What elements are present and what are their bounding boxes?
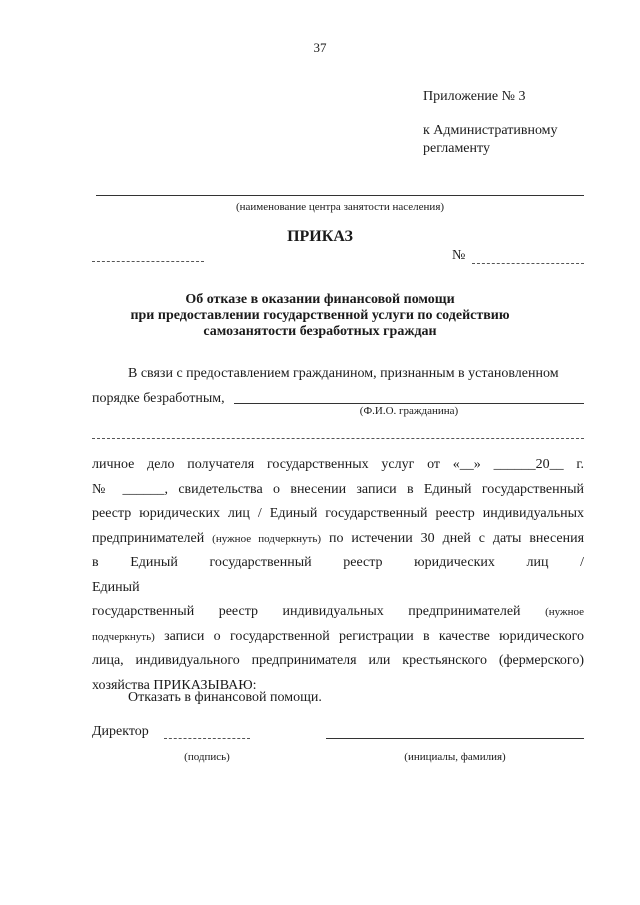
appendix-line-1: Приложение № 3 <box>423 89 526 104</box>
paragraph-line-3: реестр юридических лиц / Единый государственный реестр индивидуальных <box>92 506 584 521</box>
center-name-caption: (наименование центра занятости населения) <box>235 201 445 213</box>
signature-line <box>164 738 250 739</box>
paragraph-line-6: государственный реестр индивидуальных предпринимателей (нужное <box>92 604 584 619</box>
signatory-role: Директор <box>92 724 149 739</box>
appendix-line-2: к Административному <box>423 123 558 138</box>
citizen-continuation-line <box>92 438 584 439</box>
page-number: 37 <box>313 40 327 55</box>
name-line <box>326 738 584 739</box>
paragraph-line-9: хозяйства ПРИКАЗЫВАЮ: <box>92 677 257 693</box>
name-caption: (инициалы, фамилия) <box>404 751 506 763</box>
order-subject <box>0 292 640 340</box>
center-name-line <box>96 195 584 196</box>
decision-text: Отказать в финансовой помощи. <box>128 690 322 705</box>
paragraph-line-2: № ______, свидетельства о внесении записи в Единый государственный <box>92 481 584 497</box>
paragraph-line-5: в Единый государственный реестр юридических лиц / Единый <box>92 555 584 595</box>
subject-line-1: Об отказе в оказании финансовой помощи <box>185 292 455 307</box>
paragraph-line-7: подчеркнуть) записи о государственной регистрации в качестве юридического <box>92 628 585 644</box>
order-date-line <box>92 261 204 262</box>
order-number-line <box>472 263 584 264</box>
appendix-block <box>423 88 558 158</box>
subject-line-2: при предоставлении государственной услуги по содействию <box>130 308 510 323</box>
paragraph-line-8: лица, индивидуального предпринимателя или крестьянского (фермерского) <box>92 653 584 668</box>
signature-caption: (подпись) <box>184 751 230 763</box>
citizen-name-caption: (Ф.И.О. гражданина) <box>359 405 459 417</box>
subject-line-3: самозанятости безработных граждан <box>203 324 437 339</box>
intro-line-1: В связи с предоставлением гражданином, признанным в установленном <box>128 366 559 381</box>
order-paragraph <box>92 453 584 698</box>
intro-line-2-prefix: порядке безработным, <box>92 391 225 406</box>
citizen-name-line <box>234 403 584 404</box>
appendix-line-3: регламенту <box>423 141 490 156</box>
order-number-label: № <box>452 248 466 263</box>
paragraph-line-4: предпринимателей (нужное подчеркнуть) по истечении 30 дней с даты внесения <box>92 530 585 546</box>
order-title: ПРИКАЗ <box>287 228 353 245</box>
paragraph-line-1: личное дело получателя государственных услуг от «__» ______20__ г. <box>92 457 584 472</box>
